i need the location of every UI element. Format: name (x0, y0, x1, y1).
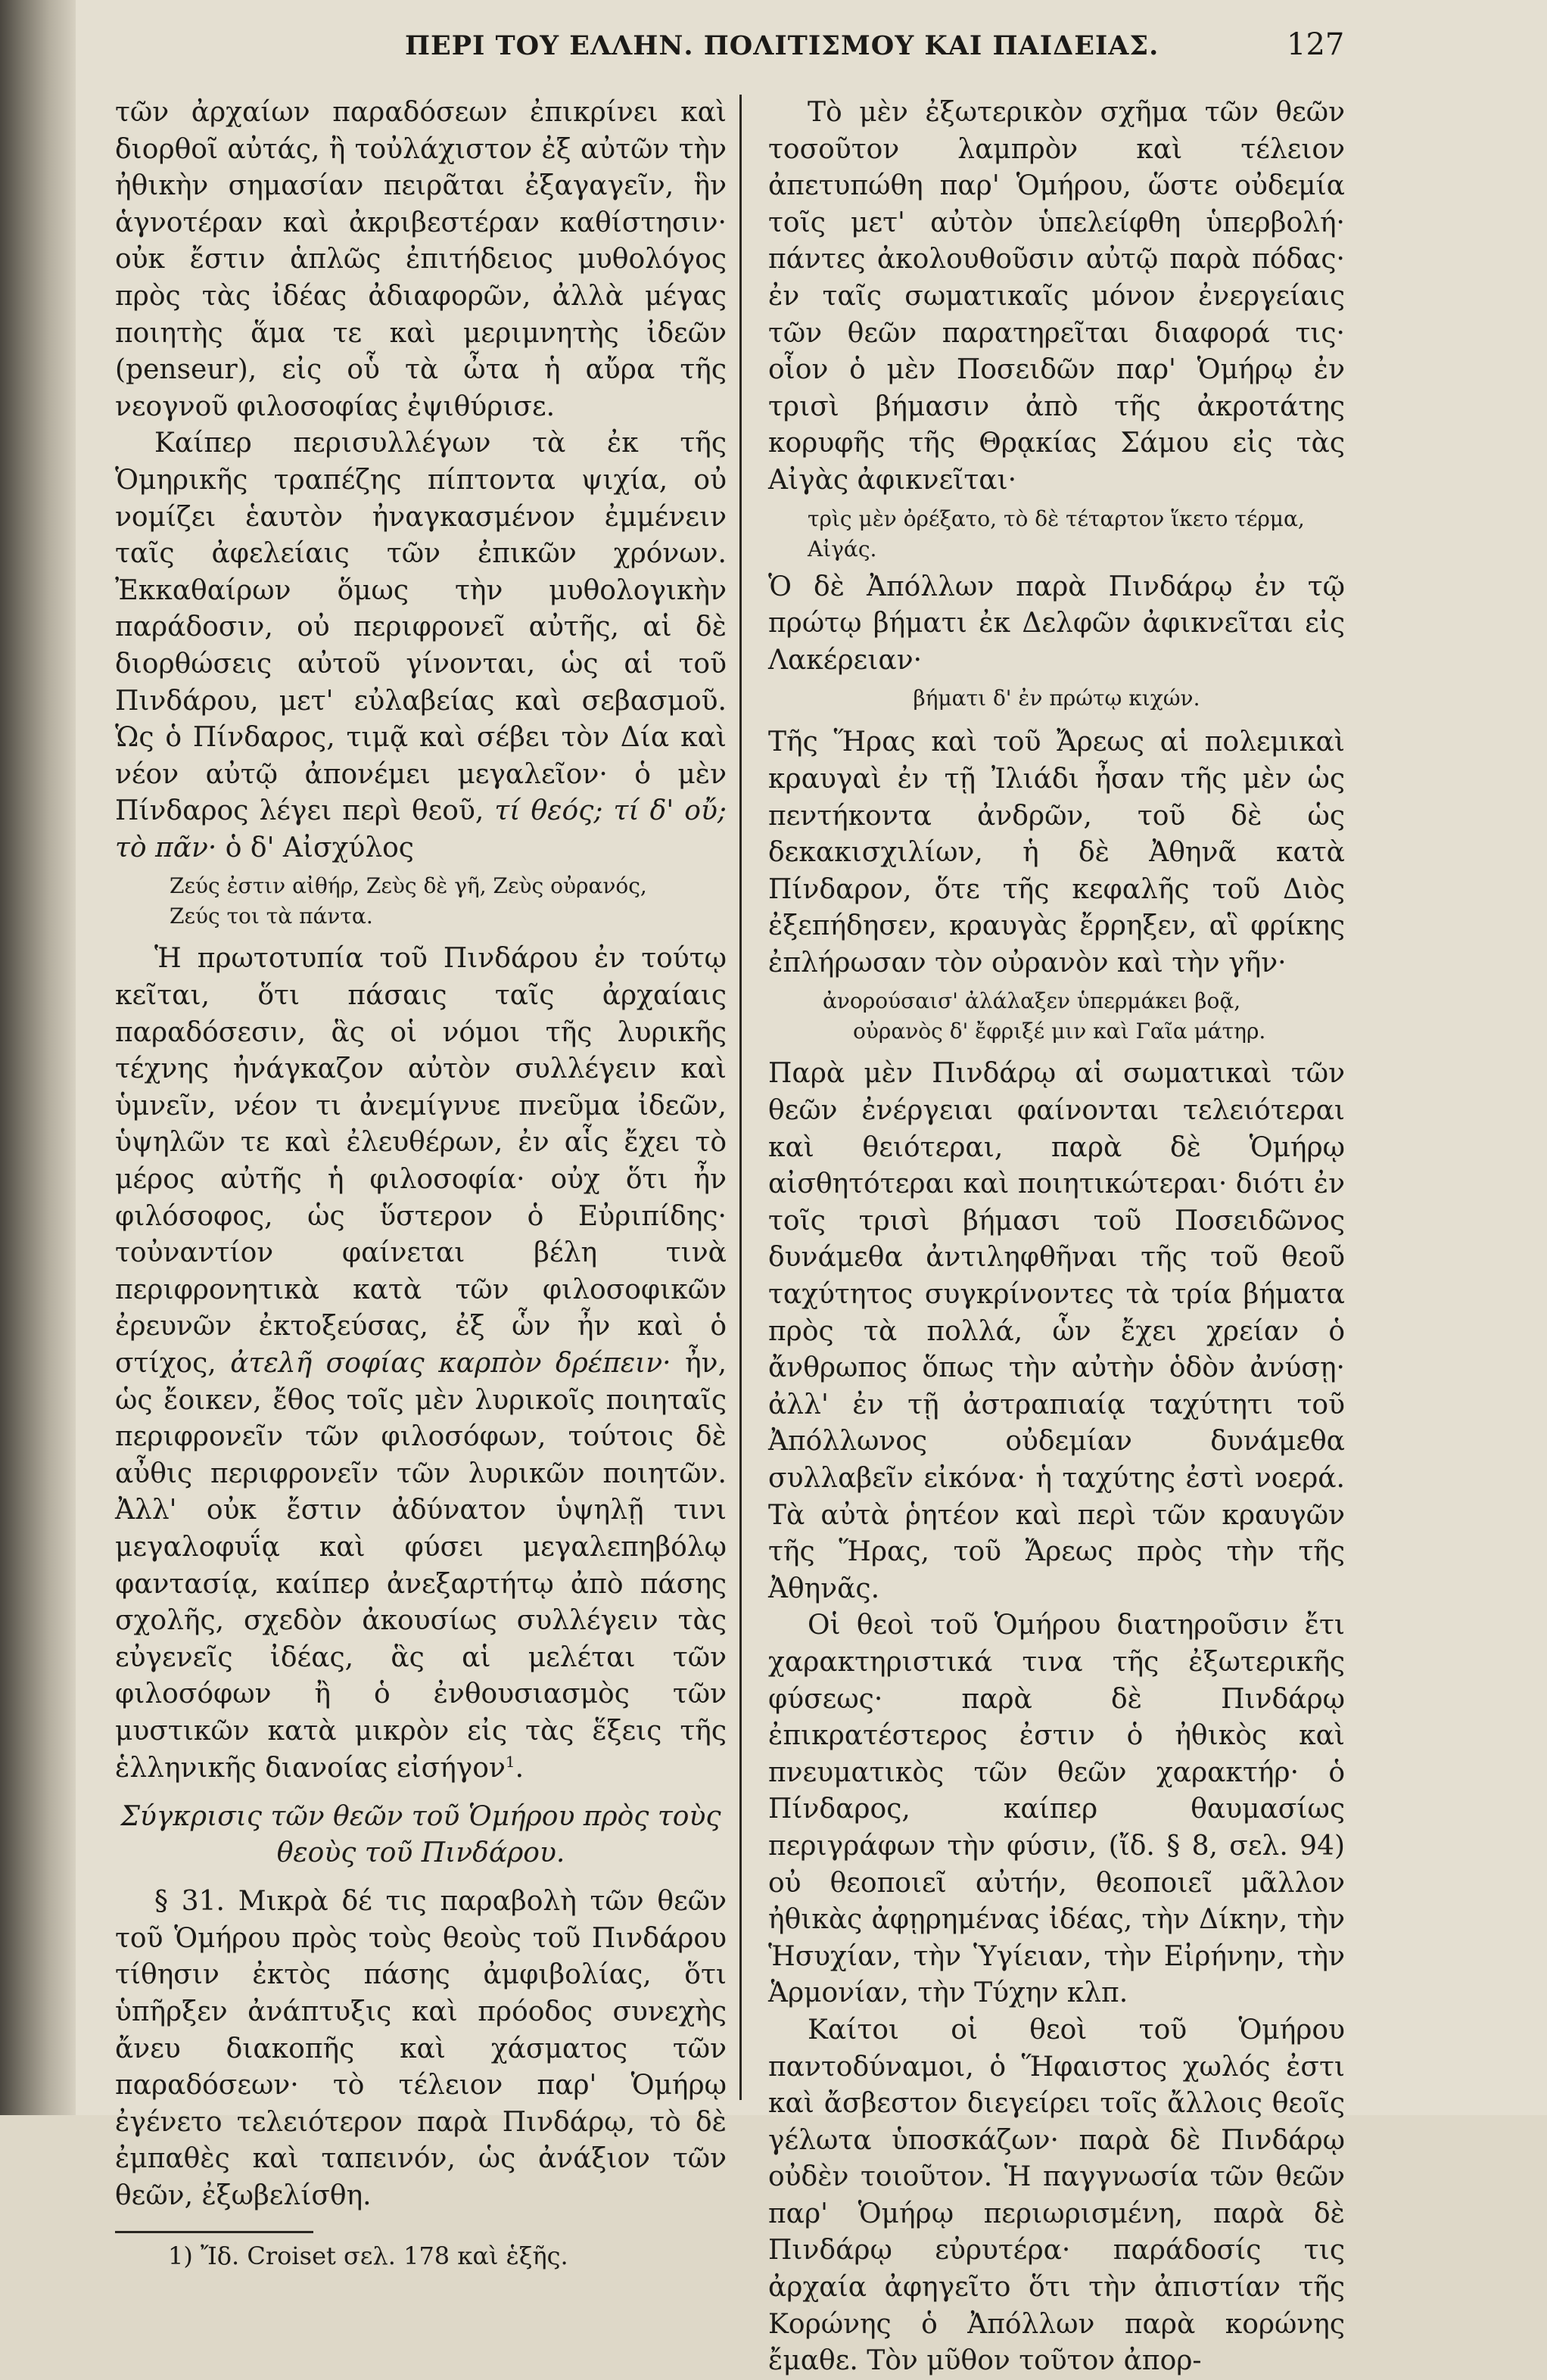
column-divider (739, 95, 742, 2100)
footnote-marker: 1 (505, 1752, 515, 1771)
verse-quote (170, 871, 727, 932)
verse-quote (823, 986, 1345, 1047)
paragraph: Τῆς Ἥρας καὶ τοῦ Ἄρεως αἱ πολεμικαὶ κραυγαὶ ἐν τῇ Ἰλιάδι ἦσαν τῆς μὲν ὡς πεντήκοντα ἀνδρῶν, τοῦ δὲ ὡς δεκακισχιλίων, ἡ δὲ Ἀθηνᾶ κατὰ Πίνδαρον, ὅτε τῆς κεφαλῆς τοῦ Διὸς ἐξεπήδησεν, κραυγὰς ἔρρηξεν, αἳ φρίκης ἐπλήρωσαν τὸν οὐρανὸν καὶ τὴν γῆν· (768, 726, 1345, 978)
paragraph: Καίτοι οἱ θεοὶ τοῦ Ὁμήρου παντοδύναμοι, ὁ Ἥφαιστος χωλός ἐστι καὶ ἄσβεστον διεγείρει τοῖς ἄλλοις θεοῖς γέλωτα ὑποσκάζων· παρὰ δὲ Πινδάρῳ οὐδὲν τοιοῦτον. Ἡ παγγνωσία τῶν θεῶν παρ' Ὁμήρῳ περιωρισμένη, παρὰ δὲ Πινδάρῳ εὐρυτέρα· παράδοσίς τις ἀρχαία ἀφηγεῖτο ὅτι τὴν ἀπιστίαν τῆς Κορώνης ὁ Ἀπόλλων παρὰ κορώνης ἔμαθε. Τὸν μῦθον τοῦτον ἀπορ- (768, 2014, 1345, 2377)
verse-quote: βήματι δ' ἐν πρώτῳ κιχών. (913, 686, 1200, 711)
verse-quote: τρὶς μὲν ὀρέξατο, τὸ δὲ τέταρτον ἵκετο τέρμα, Αἰγάς. (808, 506, 1305, 562)
paragraph: Ὁ δὲ Ἀπόλλων παρὰ Πινδάρῳ ἐν τῷ πρώτῳ βήματι ἐκ Δελφῶν ἀφικνεῖται εἰς Λακέρειαν· (768, 571, 1345, 676)
running-title: ΠΕΡΙ ΤΟΥ ΕΛΛΗΝ. ΠΟΛΙΤΙΣΜΟΥ ΚΑΙ ΠΑΙΔΕΙΑΣ. (405, 30, 1159, 61)
italic-quote: ἀτελῆ σοφίας καρπὸν δρέπειν· (230, 1348, 671, 1379)
footnote-rule (115, 2231, 313, 2233)
paragraph: § 31. Μικρὰ δέ τις παραβολὴ τῶν θεῶν τοῦ Ὁμήρου πρὸς τοὺς θεοὺς τοῦ Πινδάρου τίθησιν ἐκτὸς πάσης ἀμφιβολίας, ὅτι ὑπῆρξεν ἀνάπτυξις καὶ πρόοδος συνεχὴς ἄνευ διακοπῆς καὶ χάσματος τῶν παραδόσεων· τὸ τέλειον παρ' Ὁμήρῳ ἐγένετο τελειότερον παρὰ Πινδάρῳ, τὸ δὲ ἐμπαθὲς καὶ ταπεινόν, ὡς ἀνάξιον τῶν θεῶν, ἐξωβελίσθη. (115, 1886, 727, 2211)
paragraph: τῶν ἀρχαίων παραδόσεων ἐπικρίνει καὶ διορθοῖ αὐτάς, ἢ τοὐλάχιστον ἐξ αὐτῶν τὴν ἠθικὴν σημασίαν πειρᾶται ἐξαγαγεῖν, ἣν ἁγνοτέραν καὶ ἀκριβεστέραν καθίστησιν· οὐκ ἔστιν ἁπλῶς ἐπιτήδειος μυθολόγος πρὸς τὰς ἰδέας ἀδιαφορῶν, ἀλλὰ μέγας ποιητὴς ἅμα τε καὶ μεριμνητὴς ἰδεῶν (penseur), εἰς οὗ τὰ ὦτα ἡ αὔρα τῆς νεογνοῦ φιλοσοφίας ἐψιθύρισε. (115, 97, 727, 422)
paragraph: Καίπερ περισυλλέγων τὰ ἐκ τῆς Ὁμηρικῆς τραπέζης πίπτοντα ψιχία, οὐ νομίζει ἑαυτὸν ἠναγκασμένον ἐμμένειν ταῖς ἀφελείαις τῶν ἐπικῶν χρόνων. Ἐκκαθαίρων ὅμως τὴν μυθολογικὴν παράδοσιν, οὐ περιφρονεῖ αὐτῆς, αἱ δὲ διορθώσεις αὐτοῦ γίνονται, ὡς αἱ τοῦ Πινδάρου, μετ' εὐλαβείας καὶ σεβασμοῦ. Ὡς ὁ Πίνδαρος, τιμᾷ καὶ σέβει τὸν Δία καὶ νέον αὐτῷ ἀπονέμει μεγαλεῖον· ὁ μὲν Πίνδαρος λέγει περὶ θεοῦ, τί θεός; τί δ' οὔ; τὸ πᾶν· ὁ δ' Αἰσχύλος (115, 428, 727, 863)
verse-line: Ζεύς ἐστιν αἰθήρ, Ζεὺς δὲ γῆ, Ζεὺς οὐρανός, (170, 873, 647, 899)
right-column (768, 95, 1345, 2380)
paragraph: Ἡ πρωτοτυπία τοῦ Πινδάρου ἐν τούτῳ κεῖται, ὅτι πάσαις ταῖς ἀρχαίαις παραδόσεσιν, ἃς οἱ νόμοι τῆς λυρικῆς τέχνης ἠνάγκαζον αὐτὸν συλλέγειν καὶ ὑμνεῖν, νέον τι ἀνεμίγνυε πνεῦμα ἰδεῶν, ὑψηλῶν τε καὶ ἐλευθέρων, ἐν αἷς ἔχει τὸ μέρος αὐτῆς ἡ φιλοσοφία· οὐχ ὅτι ἦν φιλόσοφος, ὡς ὕστερον ὁ Εὐριπίδης· τοὐναντίον φαίνεται βέλη τινὰ περιφρονητικὰ κατὰ τῶν φιλοσοφικῶν ἐρευνῶν ἐκτοξεύσας, ἐξ ὧν ἦν καὶ ὁ στίχος, ἀτελῆ σοφίας καρπὸν δρέπειν· ἦν, ὡς ἔοικεν, ἔθος τοῖς μὲν λυρικοῖς ποιηταῖς περιφρονεῖν τῶν φιλοσόφων, τούτοις δὲ αὖθις περιφρονεῖν τῶν λυρικῶν ποιητῶν. Ἀλλ' οὐκ ἔστιν ἀδύνατον ὑψηλῇ τινι μεγαλοφυΐᾳ καὶ φύσει μεγαλεπηβόλῳ φαντασίᾳ, καίπερ ἀνεξαρτήτῳ ἀπὸ πάσης σχολῆς, σχεδὸν ἀκουσίως συλλέγειν τὰς εὐγενεῖς ἰδέας, ἃς αἱ μελέται τῶν φιλοσόφων ἢ ὁ ἐνθουσιασμὸς τῶν μυστικῶν κατὰ μικρὸν εἰς τὰς ἕξεις τῆς ἑλληνικῆς διανοίας εἰσήγον$^1$. (115, 943, 727, 1784)
paragraph: Οἱ θεοὶ τοῦ Ὁμήρου διατηροῦσιν ἔτι χαρακτηριστικά τινα τῆς ἐξωτερικῆς φύσεως· παρὰ δὲ Πινδάρῳ ἐπικρατέστερος ἐστιν ὁ ἠθικὸς καὶ πνευματικὸς τῶν θεῶν χαρακτήρ· ὁ Πίνδαρος, καίπερ θαυμασίως περιγράφων τὴν φύσιν, (ἴδ. § 8, σελ. 94) οὐ θεοποιεῖ αὐτήν, θεοποιεῖ μᾶλλον ἠθικὰς ἀφῃρημένας ἰδέας, τὴν Δίκην, τὴν Ἡσυχίαν, τὴν Ὑγίειαν, τὴν Εἰρήνην, τὴν Ἁρμονίαν, τὴν Τύχην κλπ. (768, 1610, 1345, 2009)
footnote: 1) Ἴδ. Croiset σελ. 178 καὶ ἑξῆς. (168, 2242, 568, 2271)
verse-line: Ζεύς τοι τὰ πάντα. (170, 904, 373, 929)
running-header (0, 23, 1547, 68)
section-heading (115, 1799, 727, 1871)
page-number: 127 (1287, 27, 1345, 62)
verse-line: ἀνορούσαισ' ἀλάλαξεν ὑπερμάκει βοᾷ, (823, 988, 1241, 1014)
verse-line: οὐρανὸς δ' ἔφριξέ μιν καὶ Γαῖα μάτηρ. (853, 1019, 1266, 1044)
left-column (115, 95, 727, 2273)
section-heading-line: Σύγκρισις τῶν θεῶν τοῦ Ὁμήρου πρὸς τοὺς (120, 1801, 721, 1833)
book-spine-shadow (0, 0, 76, 2115)
italic-quote: τί θεός; τί δ' οὔ; τὸ πᾶν· (115, 795, 727, 863)
paragraph: Παρὰ μὲν Πινδάρῳ αἱ σωματικαὶ τῶν θεῶν ἐνέργειαι φαίνονται τελειότεραι καὶ θειότεραι, παρὰ δὲ Ὁμήρῳ αἰσθητότεραι καὶ ποιητικώτεραι· διότι ἐν τοῖς τρισὶ βήμασι τοῦ Ποσειδῶνος δυνάμεθα ἀντιληφθῆναι τῆς τοῦ θεοῦ ταχύτητος συγκρίνοντες τὰ τρία βήματα πρὸς τὰ πολλά, ὧν ἔχει χρείαν ὁ ἄνθρωπος ὅπως τὴν αὐτὴν ὁδὸν ἀνύσῃ· ἀλλ' ἐν τῇ ἀστραπιαίᾳ ταχύτητι τοῦ Ἀπόλλωνος οὐδεμίαν δυνάμεθα συλλαβεῖν εἰκόνα· ἡ ταχύτης ἐστὶ νοερά. Τὰ αὐτὰ ῥητέον καὶ περὶ τῶν κραυγῶν τῆς Ἥρας, τοῦ Ἄρεως πρὸς τὴν τῆς Ἀθηνᾶς. (768, 1058, 1345, 1604)
section-heading-line: θεοὺς τοῦ Πινδάρου. (276, 1837, 565, 1869)
paragraph: Τὸ μὲν ἐξωτερικὸν σχῆμα τῶν θεῶν τοσοῦτον λαμπρὸν καὶ τέλειον ἀπετυπώθη παρ' Ὁμήρου, ὥστε οὐδεμία τοῖς μετ' αὐτὸν ὑπελείφθη ὑπερβολή· πάντες ἀκολουθοῦσιν αὐτῷ παρὰ πόδας· ἐν ταῖς σωματικαῖς μόνον ἐνεργείαις τῶν θεῶν παρατηρεῖται διαφορά τις· οἷον ὁ μὲν Ποσειδῶν παρ' Ὁμήρῳ ἐν τρισὶ βήμασιν ἀπὸ τῆς ἀκροτάτης κορυφῆς τῆς Θρᾳκίας Σάμου εἰς τὰς Αἰγὰς ἀφικνεῖται· (768, 97, 1345, 496)
